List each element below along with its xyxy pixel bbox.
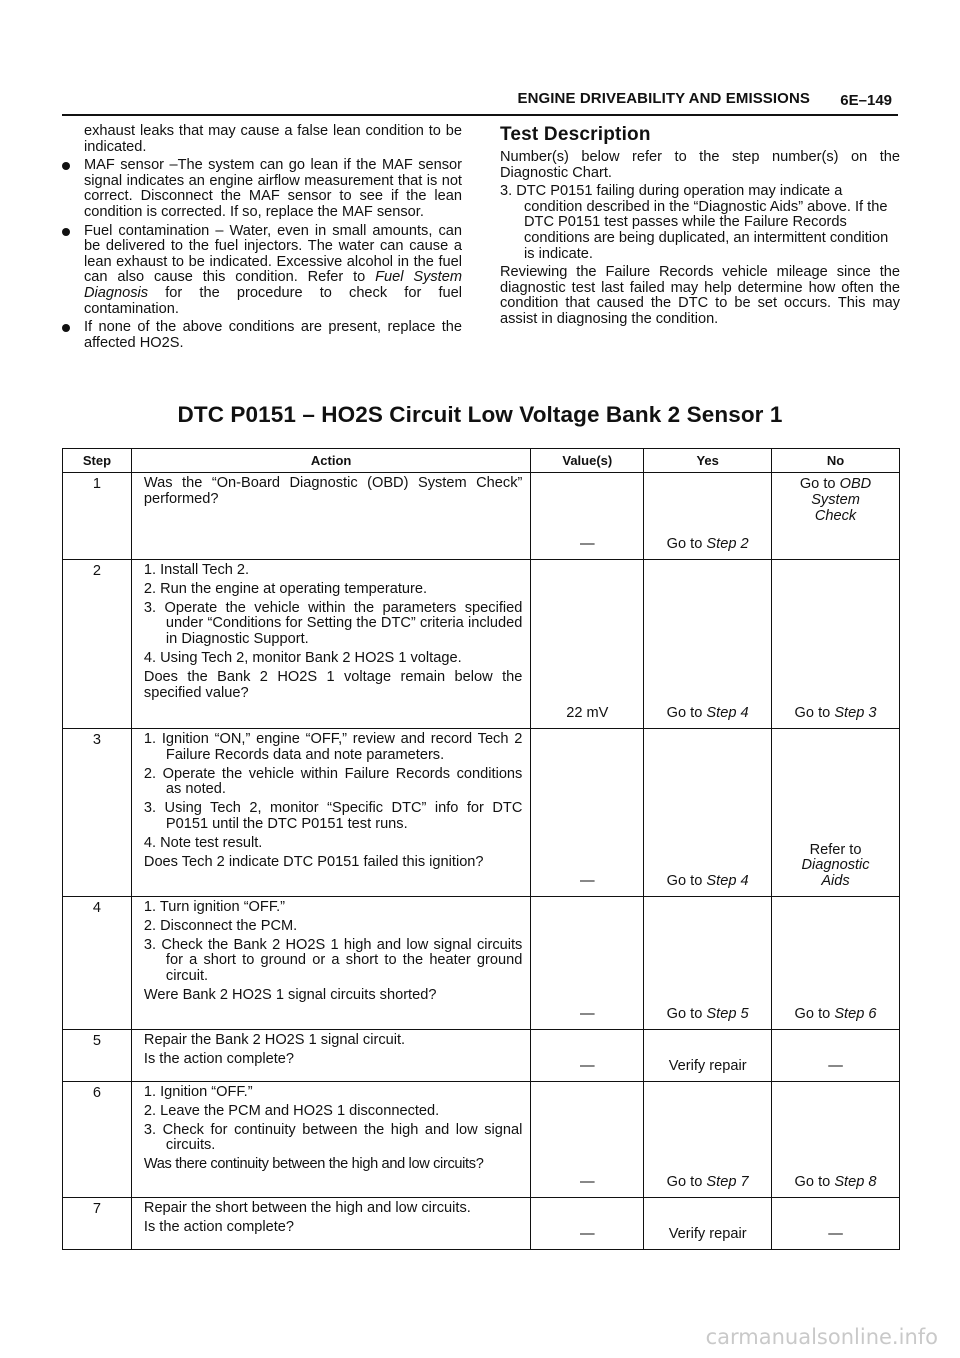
bullet-item: If none of the above conditions are present, replace the affected HO2S. — [62, 320, 462, 351]
value-cell: — — [531, 1082, 644, 1198]
test-description-item-3: 3. DTC P0151 failing during operation may indicate a condition described in the “Diagnostic Aids” above. If the DTC P0151 test passes while the Failure Records conditions are being duplicated, an intermittent condition is indicate. — [500, 183, 889, 262]
left-column — [62, 124, 462, 351]
bullet-item: Fuel contamination – Water, even in small amounts, can be delivered to the fuel injectors. The water can cause a lean exhaust to be indicated. Excessive alcohol in the fuel can also cause this condition. Refer to Fuel System Diagnosis for the procedure to check for fuel contamination. — [62, 224, 462, 318]
table-row — [63, 560, 900, 729]
page-header — [62, 88, 898, 116]
action-cell: Was the “On-Board Diagnostic (OBD) System Check” performed? — [131, 473, 530, 560]
step-number: 7 — [63, 1198, 132, 1250]
table-row — [63, 1198, 900, 1250]
fuel-system-diagnosis-ref: Fuel System Diagnosis — [84, 269, 462, 301]
test-description — [500, 124, 900, 328]
action-cell: 1. Install Tech 2. 2. Run the engine at operating temperature. 3. Operate the vehicle within the parameters specified under “Conditions for Setting the DTC” criteria included in Diagnostic Support. 4. Using Tech 2, monitor Bank 2 HO2S 1 voltage. Does the Bank 2 HO2S 1 voltage remain below the specified value? — [131, 560, 530, 729]
bullet-icon — [62, 324, 70, 332]
table-header-row — [63, 449, 900, 473]
test-description-heading: Test Description — [500, 124, 651, 145]
value-cell: — — [531, 729, 644, 897]
section-title: ENGINE DRIVEABILITY AND EMISSIONS — [517, 90, 810, 107]
action-cell: Repair the short between the high and low circuits. Is the action complete? — [131, 1198, 530, 1250]
step-number: 6 — [63, 1082, 132, 1198]
value-cell: — — [531, 473, 644, 560]
table-row — [63, 897, 900, 1030]
no-cell: Go to Step 6 — [772, 897, 900, 1030]
table-row — [63, 1082, 900, 1198]
value-cell: — — [531, 897, 644, 1030]
yes-cell: Go to Step 5 — [644, 897, 772, 1030]
table-row — [63, 1030, 900, 1082]
action-cell: Repair the Bank 2 HO2S 1 signal circuit. Is the action complete? — [131, 1030, 530, 1082]
watermark: carmanualsonline.info — [705, 1325, 938, 1349]
no-cell: Go to Step 3 — [772, 560, 900, 729]
action-cell: 1. Turn ignition “OFF.” 2. Disconnect the PCM. 3. Check the Bank 2 HO2S 1 high and low signal circuits for a short to ground or a short to the heater ground circuit. Were Bank 2 HO2S 1 signal circuits shorted? — [131, 897, 530, 1030]
table-row — [63, 729, 900, 897]
value-cell: — — [531, 1198, 644, 1250]
page-number: 6E–149 — [840, 92, 892, 109]
bullet-item: MAF sensor –The system can go lean if the MAF sensor signal indicates an engine airflow measurement that is not correct. Disconnect the MAF sensor to see if the lean condition is corrected. If so, replace the MAF sensor. — [62, 158, 462, 220]
value-cell: 22 mV — [531, 560, 644, 729]
yes-cell: Go to Step 4 — [644, 560, 772, 729]
yes-cell: Go to Step 7 — [644, 1082, 772, 1198]
header-values: Value(s) — [531, 449, 644, 473]
step-number: 1 — [63, 473, 132, 560]
yes-cell: Verify repair — [644, 1030, 772, 1082]
header-step: Step — [63, 449, 132, 473]
diagnostic-table — [62, 448, 900, 1250]
test-description-closing: Reviewing the Failure Records vehicle mileage since the diagnostic test last failed may help determine how often the condition that caused the DTC to be set occurs. This may assist in diagnosing the condition. — [500, 264, 900, 327]
header-action: Action — [131, 449, 530, 473]
no-cell: Refer to Diagnostic Aids — [772, 729, 900, 897]
action-cell: 1. Ignition “OFF.” 2. Leave the PCM and HO2S 1 disconnected. 3. Check for continuity between the high and low signal circuits. Was there continuity between the high and low circuits? — [131, 1082, 530, 1198]
dtc-title: DTC P0151 – HO2S Circuit Low Voltage Bank 2 Sensor 1 — [177, 402, 783, 427]
step-number: 3 — [63, 729, 132, 897]
yes-cell: Verify repair — [644, 1198, 772, 1250]
action-cell: 1. Ignition “ON,” engine “OFF,” review and record Tech 2 Failure Records data and note parameters. 2. Operate the vehicle within Failure Records conditions as noted. 3. Using Tech 2, monitor “Specific DTC” info for DTC P0151 until the DTC P0151 test runs. 4. Note test result. Does Tech 2 indicate DTC P0151 failed this ignition? — [131, 729, 530, 897]
no-cell: — — [772, 1198, 900, 1250]
no-cell: Go to OBD System Check — [772, 473, 900, 560]
no-cell: Go to Step 8 — [772, 1082, 900, 1198]
no-cell: — — [772, 1030, 900, 1082]
step-number: 5 — [63, 1030, 132, 1082]
table-row — [63, 473, 900, 560]
bullet-icon — [62, 228, 70, 236]
bullet-icon — [62, 162, 70, 170]
step-number: 2 — [63, 560, 132, 729]
header-yes: Yes — [644, 449, 772, 473]
header-no: No — [772, 449, 900, 473]
step-number: 4 — [63, 897, 132, 1030]
value-cell: — — [531, 1030, 644, 1082]
yes-cell: Go to Step 4 — [644, 729, 772, 897]
intro-text: exhaust leaks that may cause a false lean condition to be indicated. — [84, 123, 462, 155]
test-description-intro: Number(s) below refer to the step number(s) on the Diagnostic Chart. — [500, 149, 900, 181]
yes-cell: Go to Step 2 — [644, 473, 772, 560]
